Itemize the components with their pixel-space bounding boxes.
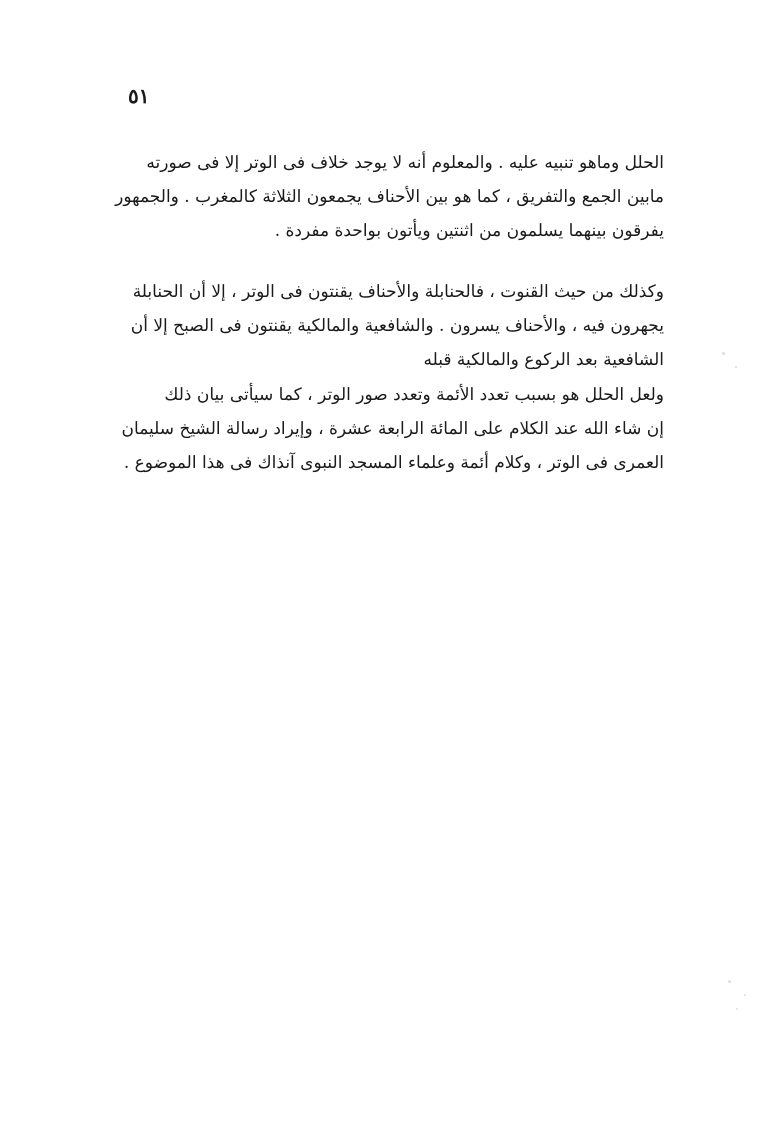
- paragraph-line: ولعل الحلل هو بسبب تعدد الأئمة وتعدد صور الوتر ، كما سيأتى بيان ذلك: [164, 385, 664, 405]
- paragraph-line: يفرقون بينهما يسلمون من اثنتين ويأتون بواحدة مفردة .: [274, 221, 664, 241]
- paragraph-1: [104, 146, 664, 248]
- paragraph-3: [104, 378, 664, 480]
- paragraph-line: الشافعية بعد الركوع والمالكية قبله: [423, 350, 664, 370]
- scan-speck: [744, 994, 746, 996]
- scan-speck: [728, 980, 731, 983]
- paragraph-line: مابين الجمع والتفريق ، كما هو بين الأحناف يجمعون الثلاثة كالمغرب . والجمهور: [115, 187, 664, 207]
- page-number: ٥١: [128, 84, 150, 108]
- paragraph-line: الحلل وماهو تنبيه عليه . والمعلوم أنه لا يوجد خلاف فى الوتر إلا فى صورته: [146, 153, 664, 173]
- paragraph-line: يجهرون فيه ، والأحناف يسرون . والشافعية والمالكية يقنتون فى الصبح إلا أن: [130, 316, 664, 336]
- paragraph-line: إن شاء الله عند الكلام على المائة الرابعة عشرة ، وإيراد رسالة الشيخ سليمان: [121, 419, 664, 439]
- paragraph-line: العمرى فى الوتر ، وكلام أئمة وعلماء المسجد النبوى آنذاك فى هذا الموضوع .: [123, 453, 664, 473]
- scan-speck: [722, 352, 725, 355]
- paragraph-2: [104, 275, 664, 377]
- paragraph-line: وكذلك من حيث القنوت ، فالحنابلة والأحناف يقنتون فى الوتر ، إلا أن الحنابلة: [132, 282, 664, 302]
- scan-speck: [735, 366, 737, 368]
- scan-speck: [736, 1008, 738, 1010]
